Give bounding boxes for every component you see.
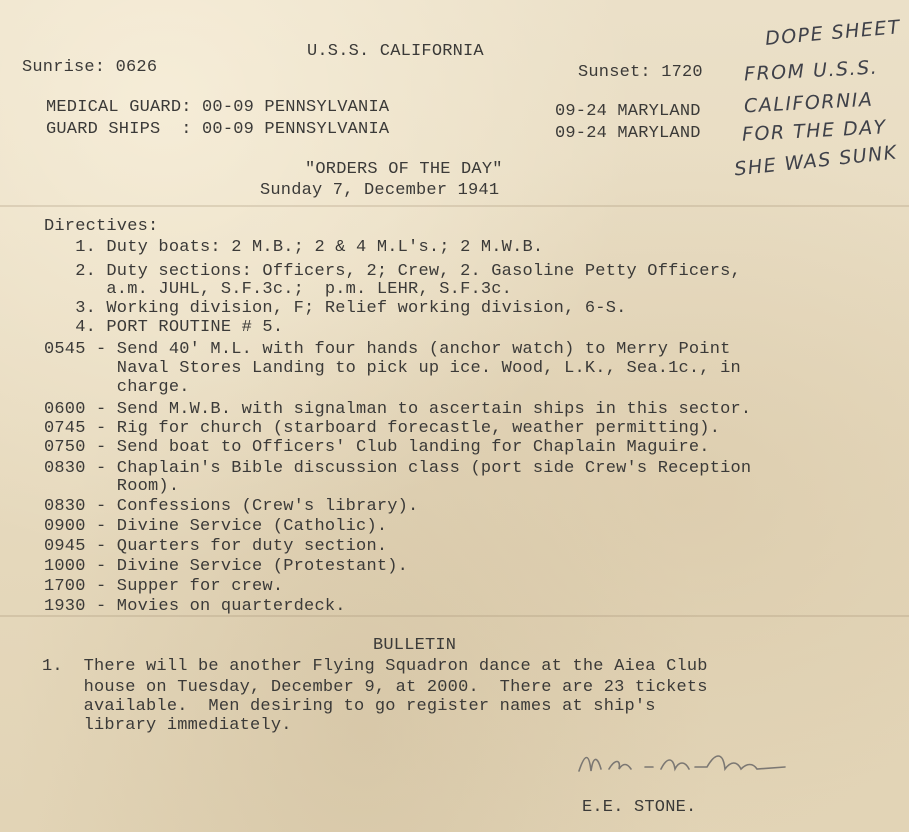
directive-line: 3. Working division, F; Relief working division, 6-S. [44, 299, 627, 318]
handwritten-note-line: DOPE SHEET [764, 16, 902, 50]
bulletin-line: available. Men desiring to go register names at ship's [42, 697, 656, 716]
directive-line: a.m. JUHL, S.F.3c.; p.m. LEHR, S.F.3c. [44, 280, 513, 299]
schedule-line: Naval Stores Landing to pick up ice. Wood, L.K., Sea.1c., in [44, 359, 741, 378]
ship-name-heading: U.S.S. CALIFORNIA [307, 42, 484, 61]
schedule-line: 0945 - Quarters for duty section. [44, 537, 388, 556]
handwritten-signature [575, 745, 815, 785]
directives-heading: Directives: [44, 217, 159, 236]
schedule-line: 0830 - Confessions (Crew's library). [44, 497, 419, 516]
schedule-line: Room). [44, 477, 180, 496]
schedule-line: 1930 - Movies on quarterdeck. [44, 597, 346, 616]
directive-line: 1. Duty boats: 2 M.B.; 2 & 4 M.L's.; 2 M.W.B. [44, 238, 544, 257]
bulletin-heading: BULLETIN [373, 636, 457, 655]
schedule-line: 0745 - Rig for church (starboard forecastle, weather permitting). [44, 419, 721, 438]
paper-fold-crease [0, 205, 909, 207]
schedule-line: charge. [44, 378, 190, 397]
schedule-line: 0830 - Chaplain's Bible discussion class (port side Crew's Reception [44, 459, 752, 478]
schedule-line: 1700 - Supper for crew. [44, 577, 284, 596]
schedule-line: 0750 - Send boat to Officers' Club landing for Chaplain Maguire. [44, 438, 710, 457]
schedule-line: 1000 - Divine Service (Protestant). [44, 557, 409, 576]
handwritten-note-line: FROM U.S.S. [743, 56, 879, 86]
sunrise-time: Sunrise: 0626 [22, 58, 158, 77]
schedule-line: 0545 - Send 40' M.L. with four hands (anchor watch) to Merry Point [44, 340, 731, 359]
signatory-name: E.E. STONE. [582, 798, 697, 817]
directive-line: 2. Duty sections: Officers, 2; Crew, 2. Gasoline Petty Officers, [44, 262, 741, 281]
schedule-line: 0600 - Send M.W.B. with signalman to ascertain ships in this sector. [44, 400, 752, 419]
bulletin-line: library immediately. [42, 716, 292, 735]
handwritten-note-line: SHE WAS SUNK [733, 141, 899, 181]
guard-ships-line: GUARD SHIPS : 00-09 PENNSYLVANIA [46, 120, 390, 139]
orders-title: "ORDERS OF THE DAY" [305, 160, 503, 179]
medical-guard-relief: 09-24 MARYLAND [555, 102, 701, 121]
orders-date: Sunday 7, December 1941 [260, 181, 500, 200]
bulletin-line: house on Tuesday, December 9, at 2000. There are 23 tickets [42, 678, 708, 697]
sunset-time: Sunset: 1720 [578, 63, 703, 82]
bulletin-line: 1. There will be another Flying Squadron dance at the Aiea Club [42, 657, 708, 676]
handwritten-note-line: FOR THE DAY [741, 116, 888, 146]
guard-ships-relief: 09-24 MARYLAND [555, 124, 701, 143]
handwritten-note-line: CALIFORNIA [743, 88, 874, 118]
medical-guard-line: MEDICAL GUARD: 00-09 PENNSYLVANIA [46, 98, 390, 117]
schedule-line: 0900 - Divine Service (Catholic). [44, 517, 388, 536]
directive-line: 4. PORT ROUTINE # 5. [44, 318, 284, 337]
